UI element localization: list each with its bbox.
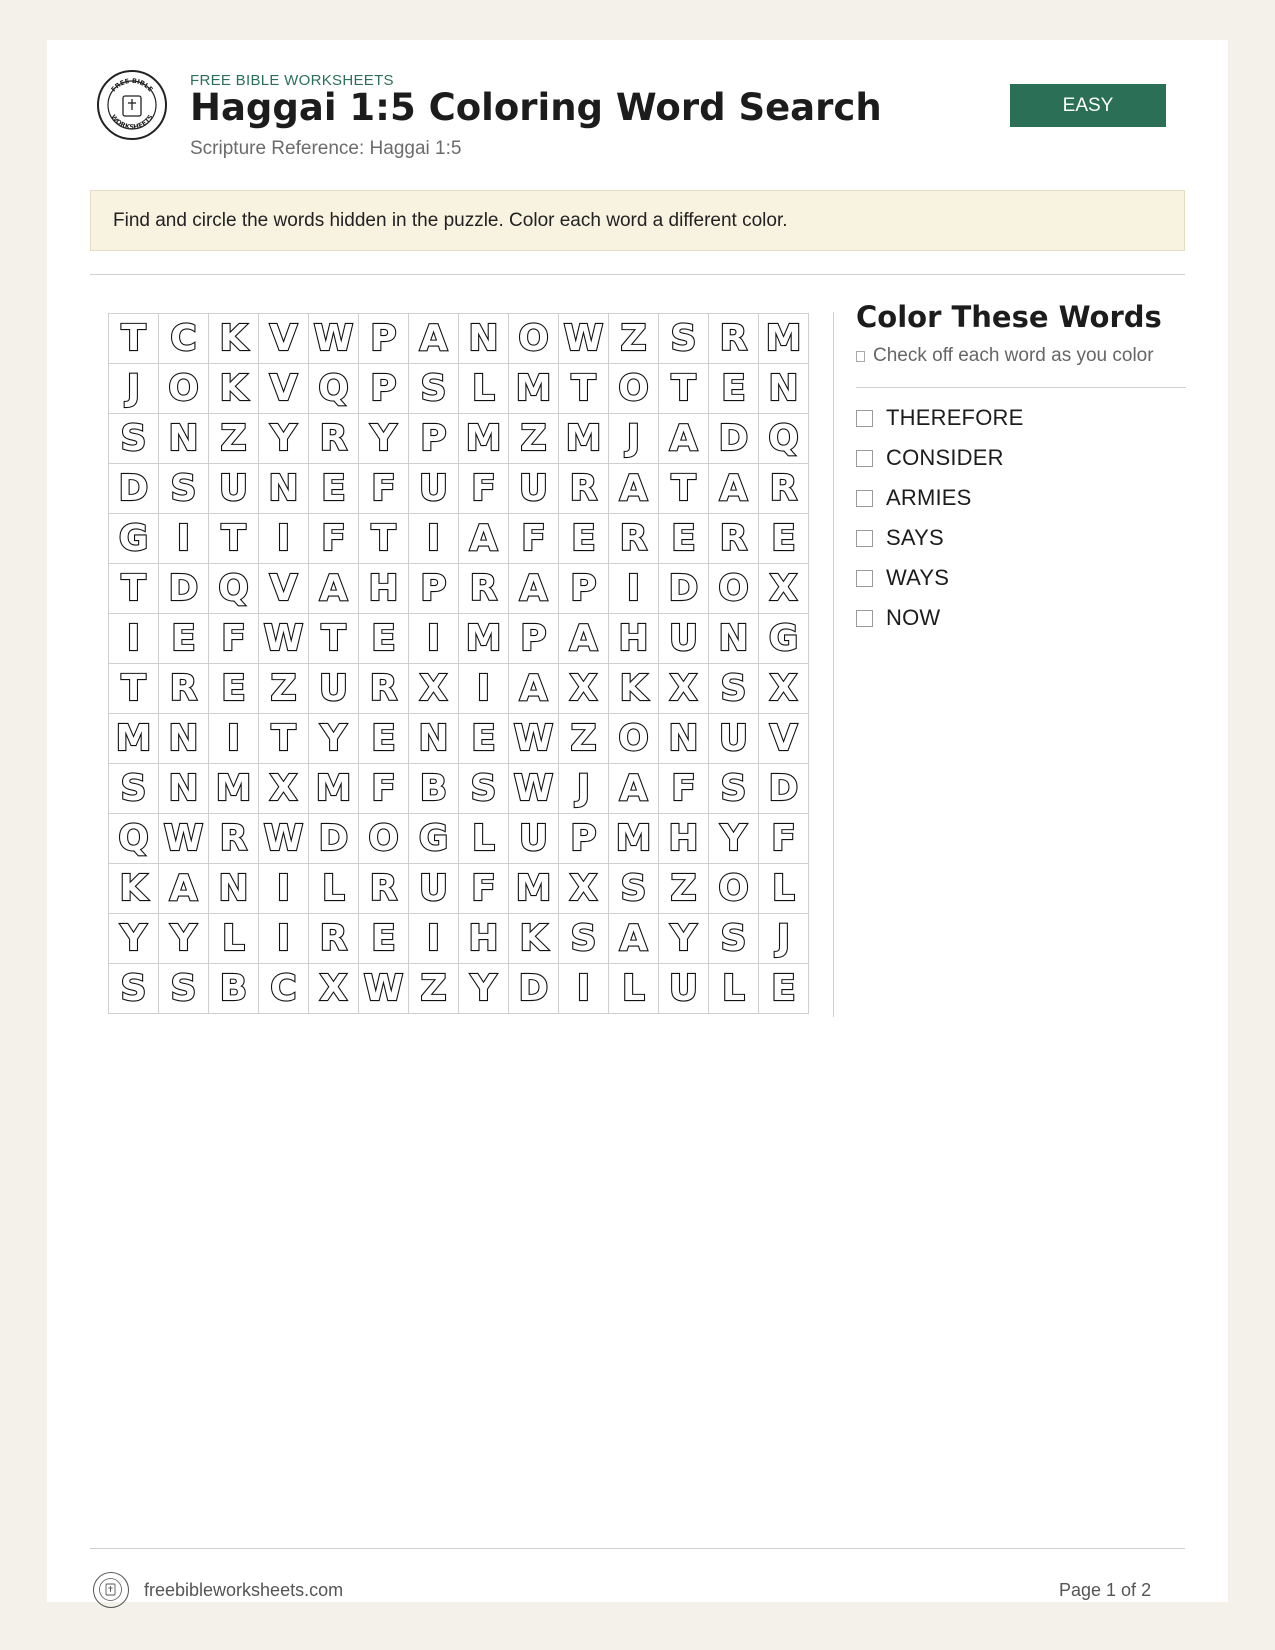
svg-text:FREE BIBLE: FREE BIBLE [109,76,155,94]
grid-cell[interactable]: U [309,664,359,714]
grid-cell[interactable]: N [759,364,809,414]
grid-cell[interactable]: L [309,864,359,914]
grid-cell[interactable]: X [309,964,359,1014]
grid-cell[interactable]: M [459,614,509,664]
grid-cell[interactable]: T [309,614,359,664]
grid-cell[interactable]: T [109,314,159,364]
grid-cell[interactable]: Y [109,914,159,964]
grid-cell[interactable]: Q [309,364,359,414]
instructions-box [90,190,1185,251]
grid-cell[interactable]: M [609,814,659,864]
grid-cell[interactable]: J [109,364,159,414]
difficulty-badge: EASY [1010,84,1166,127]
grid-cell[interactable]: E [709,364,759,414]
grid-cell[interactable]: Q [759,414,809,464]
grid-cell[interactable]: E [759,514,809,564]
grid-cell[interactable]: Y [259,414,309,464]
grid-cell[interactable]: O [509,314,559,364]
grid-cell[interactable]: U [709,714,759,764]
grid-cell[interactable]: S [109,414,159,464]
grid-cell[interactable]: M [309,764,359,814]
grid-cell[interactable]: A [459,514,509,564]
grid-cell[interactable]: Q [109,814,159,864]
word-label: THEREFORE [886,405,1024,430]
grid-cell[interactable]: E [759,964,809,1014]
grid-cell[interactable]: M [559,414,609,464]
grid-cell[interactable]: L [209,914,259,964]
grid-cell[interactable]: X [659,664,709,714]
grid-cell[interactable]: I [109,614,159,664]
grid-cell[interactable]: S [709,664,759,714]
word-label: ARMIES [886,485,972,510]
grid-cell[interactable]: E [459,714,509,764]
grid-cell[interactable]: A [509,664,559,714]
checkbox-icon [856,351,865,362]
grid-cell[interactable]: R [759,464,809,514]
grid-cell[interactable]: I [559,964,609,1014]
bible-logo-icon [99,72,165,138]
grid-cell[interactable]: S [409,364,459,414]
logo [97,70,167,140]
grid-cell[interactable]: U [659,614,709,664]
footer-site-link[interactable]: freebibleworksheets.com [144,1580,344,1600]
grid-cell[interactable]: E [659,514,709,564]
grid-cell[interactable]: X [559,664,609,714]
grid-cell[interactable]: Z [509,414,559,464]
grid-cell[interactable]: H [359,564,409,614]
grid-cell[interactable]: G [109,514,159,564]
grid-cell[interactable]: A [709,464,759,514]
grid-cell[interactable]: R [709,314,759,364]
grid-cell[interactable]: N [709,614,759,664]
word-list-title: Color These Words [856,300,1162,334]
grid-cell[interactable]: P [359,364,409,414]
grid-cell[interactable]: W [509,714,559,764]
grid-cell[interactable]: G [759,614,809,664]
grid-cell[interactable]: S [159,464,209,514]
grid-cell[interactable]: O [709,564,759,614]
grid-cell[interactable]: K [209,364,259,414]
grid-cell[interactable]: L [759,864,809,914]
grid-cell[interactable]: A [509,564,559,614]
grid-cell[interactable]: W [259,814,309,864]
grid-cell[interactable]: P [509,614,559,664]
grid-cell[interactable]: Z [209,414,259,464]
grid-cell[interactable]: K [509,914,559,964]
grid-cell[interactable]: F [359,764,409,814]
footer-logo [93,1572,129,1608]
grid-cell[interactable]: I [409,914,459,964]
grid-cell[interactable]: P [359,314,409,364]
word-label: NOW [886,605,941,630]
grid-cell[interactable]: L [459,364,509,414]
word-label: WAYS [886,565,950,590]
grid-cell[interactable]: W [509,764,559,814]
grid-cell[interactable]: S [559,914,609,964]
page-title: Haggai 1:5 Coloring Word Search [190,86,882,129]
grid-cell[interactable]: L [709,964,759,1014]
grid-cell[interactable]: D [509,964,559,1014]
word-list-item [856,598,1023,638]
grid-cell[interactable]: I [609,564,659,614]
grid-cell[interactable]: D [659,564,709,614]
word-label: CONSIDER [886,445,1004,470]
grid-cell[interactable]: S [159,964,209,1014]
grid-cell[interactable]: T [109,564,159,614]
grid-cell[interactable]: U [409,464,459,514]
word-list-item [856,558,1023,598]
grid-cell[interactable]: Q [209,564,259,614]
grid-cell[interactable]: S [709,914,759,964]
word-list-subtitle-text: Check off each word as you color [873,345,1154,366]
grid-cell[interactable]: U [409,864,459,914]
grid-cell[interactable]: I [409,614,459,664]
grid-cell[interactable]: A [659,414,709,464]
divider [856,387,1186,388]
word-search-grid [108,313,809,1014]
grid-cell[interactable]: W [259,614,309,664]
grid-cell[interactable]: T [659,364,709,414]
grid-cell[interactable]: A [609,464,659,514]
grid-cell[interactable]: R [609,514,659,564]
grid-cell[interactable]: Z [609,314,659,364]
grid-cell[interactable]: F [509,514,559,564]
grid-cell[interactable]: F [459,864,509,914]
grid-cell[interactable]: S [109,964,159,1014]
word-list-item [856,398,1023,438]
grid-cell[interactable]: T [109,664,159,714]
word-list-subtitle [856,345,1154,367]
grid-cell[interactable]: Y [359,414,409,464]
grid-cell[interactable]: X [759,564,809,614]
grid-cell[interactable]: V [259,564,309,614]
grid-cell[interactable]: E [159,614,209,664]
grid-cell[interactable]: T [209,514,259,564]
grid-cell[interactable]: N [459,314,509,364]
grid-cell[interactable]: Z [259,664,309,714]
grid-cell[interactable]: N [659,714,709,764]
grid-cell[interactable]: K [209,314,259,364]
grid-cell[interactable]: O [609,364,659,414]
grid-cell[interactable]: D [759,764,809,814]
grid-cell[interactable]: A [159,864,209,914]
grid-cell[interactable]: V [259,364,309,414]
grid-cell[interactable]: M [509,364,559,414]
grid-cell[interactable]: Y [709,814,759,864]
grid-cell[interactable]: U [209,464,259,514]
bible-logo-icon [94,1573,127,1606]
grid-cell[interactable]: O [609,714,659,764]
grid-cell[interactable]: B [209,964,259,1014]
grid-cell[interactable]: L [459,814,509,864]
grid-cell[interactable]: E [209,664,259,714]
grid-cell[interactable]: Z [409,964,459,1014]
grid-cell[interactable]: Y [459,964,509,1014]
grid-cell[interactable]: T [359,514,409,564]
grid-cell[interactable]: S [609,864,659,914]
grid-cell[interactable]: A [559,614,609,664]
site-eyebrow: FREE BIBLE WORKSHEETS [190,72,394,89]
grid-cell[interactable]: D [109,464,159,514]
grid-cell[interactable]: X [559,864,609,914]
grid-cell[interactable]: F [309,514,359,564]
grid-cell[interactable]: O [359,814,409,864]
grid-cell[interactable]: F [359,464,409,514]
grid-cell[interactable]: I [259,914,309,964]
grid-cell[interactable]: J [559,764,609,814]
scripture-reference: Scripture Reference: Haggai 1:5 [190,138,462,159]
grid-cell[interactable]: E [359,714,409,764]
grid-cell[interactable]: S [109,764,159,814]
grid-cell[interactable]: P [559,814,609,864]
word-checkbox[interactable] [856,570,873,587]
grid-cell[interactable]: R [359,664,409,714]
grid-cell[interactable]: T [559,364,609,414]
word-checkbox[interactable] [856,450,873,467]
grid-cell[interactable]: A [409,314,459,364]
grid-cell[interactable]: A [609,914,659,964]
grid-cell[interactable]: N [259,464,309,514]
grid-cell[interactable]: F [659,764,709,814]
grid-cell[interactable]: H [659,814,709,864]
worksheet-page [47,40,1228,1602]
grid-cell[interactable]: V [259,314,309,364]
grid-cell[interactable]: O [159,364,209,414]
grid-cell[interactable]: T [659,464,709,514]
grid-cell[interactable]: Z [659,864,709,914]
grid-cell[interactable]: X [759,664,809,714]
grid-cell[interactable]: Z [559,714,609,764]
grid-cell[interactable]: V [759,714,809,764]
grid-cell[interactable]: R [309,914,359,964]
grid-cell[interactable]: N [159,414,209,464]
word-label: SAYS [886,525,944,550]
divider [90,274,1185,275]
grid-cell[interactable]: J [759,914,809,964]
grid-cell[interactable]: X [409,664,459,714]
grid-cell[interactable]: O [709,864,759,914]
grid-cell[interactable]: K [609,664,659,714]
grid-cell[interactable]: T [259,714,309,764]
grid-cell[interactable]: J [609,414,659,464]
grid-cell[interactable]: P [409,564,459,614]
grid-cell[interactable]: A [609,764,659,814]
grid-cell[interactable]: S [659,314,709,364]
grid-cell[interactable]: R [309,414,359,464]
grid-cell[interactable]: Y [659,914,709,964]
grid-cell[interactable]: N [209,864,259,914]
svg-text:WORKSHEETS: WORKSHEETS [109,113,155,132]
grid-cell[interactable]: N [159,714,209,764]
grid-cell[interactable]: M [459,414,509,464]
grid-cell[interactable]: R [159,664,209,714]
grid-cell[interactable]: R [459,564,509,614]
grid-cell[interactable]: S [709,764,759,814]
page-number: Page 1 of 2 [1059,1580,1152,1600]
grid-cell[interactable]: R [559,464,609,514]
grid-cell[interactable]: K [109,864,159,914]
grid-cell[interactable]: F [209,614,259,664]
grid-cell[interactable]: I [409,514,459,564]
grid-cell[interactable]: P [409,414,459,464]
word-checkbox[interactable] [856,490,873,507]
grid-cell[interactable]: M [759,314,809,364]
grid-cell[interactable]: W [309,314,359,364]
grid-cell[interactable]: I [259,864,309,914]
divider [833,312,834,1017]
word-list-item [856,478,1023,518]
grid-cell[interactable]: E [309,464,359,514]
grid-cell[interactable]: D [309,814,359,864]
grid-cell[interactable]: B [409,764,459,814]
grid-cell[interactable]: U [509,464,559,514]
grid-cell[interactable]: U [659,964,709,1014]
grid-cell[interactable]: I [209,714,259,764]
grid-cell[interactable]: N [409,714,459,764]
grid-cell[interactable]: M [509,864,559,914]
grid-cell[interactable]: C [159,314,209,364]
grid-cell[interactable]: W [559,314,609,364]
grid-cell[interactable]: R [709,514,759,564]
grid-cell[interactable]: E [559,514,609,564]
divider [90,1548,1185,1549]
grid-cell[interactable]: M [109,714,159,764]
grid-cell[interactable]: H [459,914,509,964]
grid-cell[interactable]: M [209,764,259,814]
grid-cell[interactable]: A [309,564,359,614]
grid-cell[interactable]: F [459,464,509,514]
grid-cell[interactable]: I [459,664,509,714]
grid-cell[interactable]: N [159,764,209,814]
grid-cell[interactable]: G [409,814,459,864]
grid-cell[interactable]: W [359,964,409,1014]
grid-cell[interactable]: I [259,514,309,564]
grid-cell[interactable]: R [359,864,409,914]
instructions-text: Find and circle the words hidden in the puzzle. Color each word a different color. [113,209,788,231]
grid-cell[interactable]: D [159,564,209,614]
grid-cell[interactable]: R [209,814,259,864]
word-checkbox[interactable] [856,610,873,627]
grid-cell[interactable]: Y [159,914,209,964]
grid-cell[interactable]: Y [309,714,359,764]
grid-cell[interactable]: E [359,614,409,664]
word-list [856,398,1023,638]
word-list-item [856,438,1023,478]
grid-cell[interactable]: F [759,814,809,864]
grid-cell[interactable]: W [159,814,209,864]
word-checkbox[interactable] [856,530,873,547]
grid-cell[interactable]: S [459,764,509,814]
grid-cell[interactable]: E [359,914,409,964]
grid-cell[interactable]: X [259,764,309,814]
grid-cell[interactable]: I [159,514,209,564]
grid-cell[interactable]: U [509,814,559,864]
grid-cell[interactable]: C [259,964,309,1014]
grid-cell[interactable]: H [609,614,659,664]
grid-cell[interactable]: L [609,964,659,1014]
word-list-item [856,518,1023,558]
word-checkbox[interactable] [856,410,873,427]
grid-cell[interactable]: P [559,564,609,614]
grid-cell[interactable]: D [709,414,759,464]
